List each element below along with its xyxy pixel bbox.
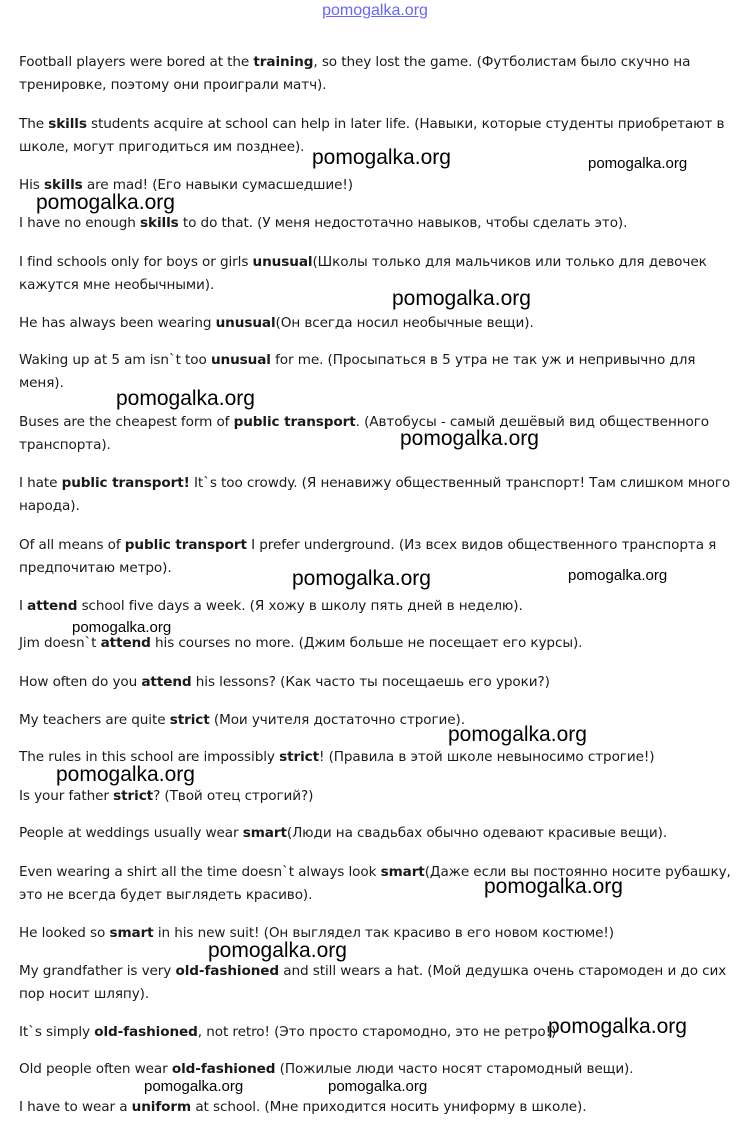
site-header-link[interactable]: pomogalka.org [322,2,428,19]
paragraph-line [19,74,719,97]
paragraph-line [19,595,719,618]
text-segment: I have no enough [19,215,141,231]
vocabulary-term: strict [279,749,319,765]
vocabulary-term: attend [100,635,151,651]
vocabulary-term: old-fashioned [175,963,280,979]
vocabulary-term: old-fashioned [94,1024,198,1040]
text-segment: his courses no more. (Джим больше не посещает его курсы). [150,635,583,651]
paragraph-line [19,251,719,274]
vocabulary-term: public transport [233,414,356,430]
vocabulary-term: public transport! [61,475,190,491]
text-segment: He has always been wearing [19,315,216,331]
vocabulary-term: unusual [210,352,271,368]
vocabulary-term: strict [169,712,210,728]
vocabulary-term: smart [109,925,154,941]
text-segment: народа). [19,498,80,514]
text-segment: , not retro! (Это просто старомодно, это не ретро!) [197,1024,557,1040]
watermark: pomogalka.org [312,146,451,169]
paragraph-line [19,434,719,457]
paragraph-line [19,671,719,694]
text-segment: His [19,177,45,193]
paragraph-line [19,113,725,136]
paragraph [19,411,719,457]
paragraph-line [19,960,727,983]
text-segment: The [19,116,49,132]
watermark: pomogalka.org [292,567,431,590]
text-segment: меня). [19,375,64,391]
watermark: pomogalka.org [36,191,175,214]
paragraph-line [19,1096,719,1119]
paragraph-line [19,472,731,495]
paragraph-line [19,822,719,845]
paragraph [19,922,719,945]
text-segment: (Школы только для мальчиков или только для девочек [312,254,707,270]
text-segment: (Даже если вы постоянно носите рубашку, [424,864,731,880]
paragraph-line [19,709,719,732]
text-segment: He looked so [19,925,110,941]
vocabulary-term: unusual [215,315,276,331]
watermark: pomogalka.org [72,619,172,636]
paragraph [19,822,719,845]
text-segment: ? (Твой отец строгий?) [153,788,314,804]
text-segment: It`s too crowdy. (Я ненавижу общественный транспорт! Там слишком много [189,475,731,491]
text-segment: Old people often wear [19,1061,172,1077]
paragraph-line [19,534,719,557]
watermark: pomogalka.org [400,427,539,450]
paragraph [19,671,719,694]
text-segment: at school. (Мне приходится носить униформу в школе). [191,1099,587,1115]
vocabulary-term: unusual [252,254,313,270]
text-segment: предпочитаю метро). [19,560,172,576]
text-segment: for me. (Просыпаться в 5 утра не так уж и непривычно для [270,352,696,368]
paragraph [19,312,719,335]
text-segment: Buses are the cheapest form of [19,414,234,430]
vocabulary-term: skills [44,177,83,193]
text-segment: students acquire at school can help in later life. (Навыки, которые студенты приобретают в [86,116,725,132]
paragraph-line [19,785,719,808]
text-segment: транспорта). [19,437,111,453]
watermark: pomogalka.org [588,155,688,172]
vocabulary-term: skills [48,116,87,132]
text-segment: are mad! (Его навыки сумасшедшие!) [82,177,353,193]
text-segment: тренировке, поэтому они проиграли матч). [19,77,327,93]
text-segment: кажутся мне необычными). [19,277,215,293]
text-segment: Jim doesn`t [19,635,101,651]
text-segment: school five days a week. (Я хожу в школу пять дней в неделю). [77,598,523,614]
text-segment: I prefer underground. (Из всех видов общественного транспорта я [246,537,717,553]
text-segment: это не всегда будет выглядеть красиво). [19,887,313,903]
watermark: pomogalka.org [116,387,255,410]
text-segment: in his new suit! (Он выглядел так красиво в его новом костюме!) [153,925,614,941]
text-segment: How often do you [19,674,142,690]
paragraph-line [19,212,719,235]
text-segment: My grandfather is very [19,963,176,979]
text-segment: Of all means of [19,537,125,553]
text-segment: (Мои учителя достаточно строгие). [209,712,465,728]
watermark: pomogalka.org [144,1078,244,1095]
text-segment: Waking up at 5 am isn`t too [19,352,211,368]
watermark: pomogalka.org [392,287,531,310]
paragraph-line [19,51,719,74]
vocabulary-term: smart [380,864,425,880]
paragraph-line [19,495,719,518]
vocabulary-term: attend [27,598,78,614]
paragraph [19,212,719,235]
paragraph [19,785,719,808]
text-segment: to do that. (У меня недостотачно навыков, чтобы сделать это). [178,215,628,231]
vocabulary-term: public transport [124,537,247,553]
text-segment: Even wearing a shirt all the time doesn`t always look [19,864,381,880]
text-segment: пор носит шляпу). [19,986,150,1002]
paragraph [19,595,719,618]
watermark: pomogalka.org [484,875,623,898]
text-segment: (Пожилые люди часто носят старомодный вещи). [275,1061,634,1077]
text-segment: , so they lost the game. (Футболистам было скучно на [313,54,691,70]
text-segment: his lessons? (Как часто ты посещаешь его уроки?) [191,674,550,690]
vocabulary-term: skills [140,215,179,231]
text-segment: People at weddings usually wear [19,825,243,841]
paragraph-line [19,411,719,434]
text-segment: My teachers are quite [19,712,170,728]
vocabulary-term: uniform [131,1099,192,1115]
text-segment: Football players were bored at the [19,54,254,70]
text-segment: школе, могут пригодиться им позднее). [19,139,305,155]
text-segment: (Он всегда носил необычные вещи). [275,315,534,331]
watermark: pomogalka.org [448,723,587,746]
text-segment: The rules in this school are impossibly [19,749,280,765]
paragraph [19,251,719,297]
text-segment: and still wears a hat. (Мой дедушка очень старомоден и до сих [279,963,727,979]
vocabulary-term: old-fashioned [171,1061,276,1077]
text-segment: I find schools only for boys or girls [19,254,253,270]
paragraph [19,709,719,732]
paragraph [19,51,719,97]
paragraph-line [19,983,719,1006]
paragraph-line [19,922,719,945]
vocabulary-term: strict [113,788,154,804]
watermark: pomogalka.org [328,1078,428,1095]
paragraph [19,472,731,518]
text-segment: I hate [19,475,62,491]
vocabulary-term: attend [141,674,192,690]
paragraph [19,1096,719,1119]
text-segment: I have to wear a [19,1099,132,1115]
paragraph-line [19,274,719,297]
paragraph-line [19,349,719,372]
text-segment: I [19,598,28,614]
text-segment: It`s simply [19,1024,95,1040]
watermark: pomogalka.org [56,763,195,786]
vocabulary-term: training [253,54,314,70]
watermark: pomogalka.org [208,939,347,962]
vocabulary-term: smart [242,825,287,841]
watermark: pomogalka.org [548,1015,687,1038]
text-segment: Is your father [19,788,114,804]
text-segment: . (Автобусы - самый дешёвый вид общественного [355,414,709,430]
text-segment: ! (Правила в этой школе невыносимо строгие!) [319,749,655,765]
watermark: pomogalka.org [568,567,668,584]
text-segment: (Люди на свадьбах обычно одевают красивые вещи). [286,825,668,841]
paragraph [19,960,727,1006]
paragraph-line [19,312,719,335]
